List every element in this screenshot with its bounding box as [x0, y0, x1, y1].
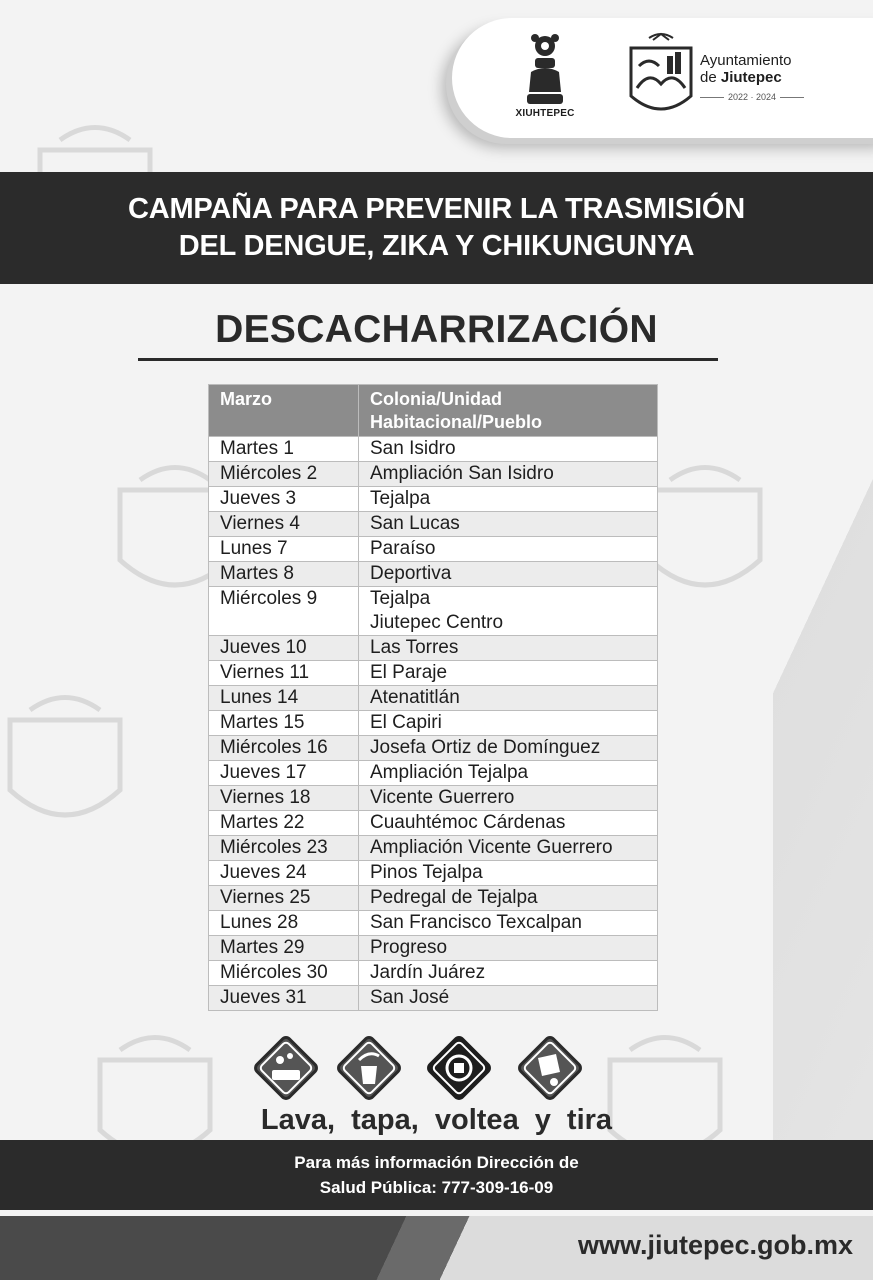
table-row	[209, 437, 658, 462]
table-row	[209, 711, 658, 736]
ayuntamiento-text	[700, 52, 825, 102]
row-place: Las Torres	[359, 636, 658, 661]
xiuhtepec-glyph-icon	[523, 34, 567, 106]
ayuntamiento-years-row	[700, 92, 825, 102]
table-row	[209, 761, 658, 786]
table-row	[209, 961, 658, 986]
page-title: DESCACHARRIZACIÓN	[215, 308, 658, 351]
row-place	[359, 587, 658, 636]
row-place: El Paraje	[359, 661, 658, 686]
row-place: Tejalpa	[359, 487, 658, 512]
row-day: Miércoles 23	[209, 836, 359, 861]
row-day: Jueves 24	[209, 861, 359, 886]
ayuntamiento-de: de	[700, 69, 717, 86]
slogan: Lava, tapa, voltea y tira	[260, 1104, 613, 1136]
info-line1: Para más información Dirección de	[294, 1153, 579, 1172]
watermark-shield-icon	[640, 460, 770, 610]
table-row	[209, 686, 658, 711]
row-place: Cuauhtémoc Cárdenas	[359, 811, 658, 836]
table-row	[209, 936, 658, 961]
flip-icon	[423, 1032, 495, 1104]
table-row	[209, 487, 658, 512]
row-place: San José	[359, 986, 658, 1011]
row-day: Martes 8	[209, 562, 359, 587]
wash-icon	[250, 1032, 322, 1104]
row-day: Jueves 3	[209, 487, 359, 512]
row-day: Martes 15	[209, 711, 359, 736]
header-colonia-line2: Habitacional/Pueblo	[370, 412, 543, 432]
row-day: Martes 29	[209, 936, 359, 961]
table-row	[209, 736, 658, 761]
table-row	[209, 587, 658, 636]
xiuhtepec-logo	[508, 34, 582, 126]
table-row	[209, 661, 658, 686]
table-row	[209, 886, 658, 911]
discard-icon	[514, 1032, 586, 1104]
ayuntamiento-years: 2022 · 2024	[728, 92, 777, 102]
row-place: Ampliación Tejalpa	[359, 761, 658, 786]
watermark-shield-icon	[0, 690, 130, 840]
row-day: Lunes 7	[209, 537, 359, 562]
banner-line1: CAMPAÑA PARA PREVENIR LA TRASMISIÓN	[127, 193, 746, 225]
row-place: Progreso	[359, 936, 658, 961]
info-line2: Salud Pública: 777-309-16-09	[319, 1178, 554, 1197]
cover-icon	[333, 1032, 405, 1104]
row-day: Miércoles 16	[209, 736, 359, 761]
footer	[0, 1216, 873, 1280]
row-place: Vicente Guerrero	[359, 786, 658, 811]
table-row	[209, 836, 658, 861]
row-place: Paraíso	[359, 537, 658, 562]
schedule-table	[208, 384, 658, 1011]
row-place: Ampliación Vicente Guerrero	[359, 836, 658, 861]
row-day: Jueves 10	[209, 636, 359, 661]
row-place: San Francisco Texcalpan	[359, 911, 658, 936]
table-row	[209, 786, 658, 811]
xiuhtepec-label: XIUHTEPEC	[515, 108, 575, 119]
row-day: Viernes 18	[209, 786, 359, 811]
row-day: Jueves 31	[209, 986, 359, 1011]
table-row	[209, 462, 658, 487]
row-place: San Isidro	[359, 437, 658, 462]
years-rule-right	[780, 97, 804, 98]
row-day: Martes 22	[209, 811, 359, 836]
row-place: Pinos Tejalpa	[359, 861, 658, 886]
row-place: Deportiva	[359, 562, 658, 587]
years-rule-left	[700, 97, 724, 98]
header-colonia	[359, 385, 658, 437]
row-place: Atenatitlán	[359, 686, 658, 711]
table-row	[209, 986, 658, 1011]
row-place: El Capiri	[359, 711, 658, 736]
table-row	[209, 537, 658, 562]
row-place: Pedregal de Tejalpa	[359, 886, 658, 911]
row-day: Lunes 14	[209, 686, 359, 711]
table-row	[209, 911, 658, 936]
row-place-a: Tejalpa	[370, 588, 431, 609]
row-day: Miércoles 2	[209, 462, 359, 487]
ayuntamiento-name: Jiutepec	[720, 69, 782, 86]
row-place: Josefa Ortiz de Domínguez	[359, 736, 658, 761]
title-underline	[138, 358, 718, 361]
row-day: Viernes 4	[209, 512, 359, 537]
row-place: Jardín Juárez	[359, 961, 658, 986]
ayuntamiento-line2	[700, 69, 825, 86]
info-bar	[0, 1140, 873, 1210]
row-place: San Lucas	[359, 512, 658, 537]
ayuntamiento-shield-icon	[627, 30, 695, 122]
table-row	[209, 811, 658, 836]
row-day: Miércoles 30	[209, 961, 359, 986]
row-day: Martes 1	[209, 437, 359, 462]
action-icons-row	[0, 1032, 873, 1104]
table-row	[209, 636, 658, 661]
row-day: Miércoles 9	[209, 587, 359, 636]
row-day: Viernes 11	[209, 661, 359, 686]
table-header-row	[209, 385, 658, 437]
row-day: Viernes 25	[209, 886, 359, 911]
row-place: Ampliación San Isidro	[359, 462, 658, 487]
side-stripe	[773, 285, 873, 1145]
row-day: Lunes 28	[209, 911, 359, 936]
header-month: Marzo	[209, 385, 359, 437]
table-row	[209, 861, 658, 886]
table-row	[209, 562, 658, 587]
row-day: Jueves 17	[209, 761, 359, 786]
ayuntamiento-line1: Ayuntamiento	[700, 52, 792, 69]
table-row	[209, 512, 658, 537]
banner-line2: DEL DENGUE, ZIKA Y CHIKUNGUNYA	[178, 230, 695, 262]
campaign-banner	[0, 172, 873, 284]
header-colonia-line1: Colonia/Unidad	[370, 389, 502, 409]
row-place-b: Jiutepec Centro	[370, 612, 504, 633]
website-url: www.jiutepec.gob.mx	[577, 1230, 853, 1260]
